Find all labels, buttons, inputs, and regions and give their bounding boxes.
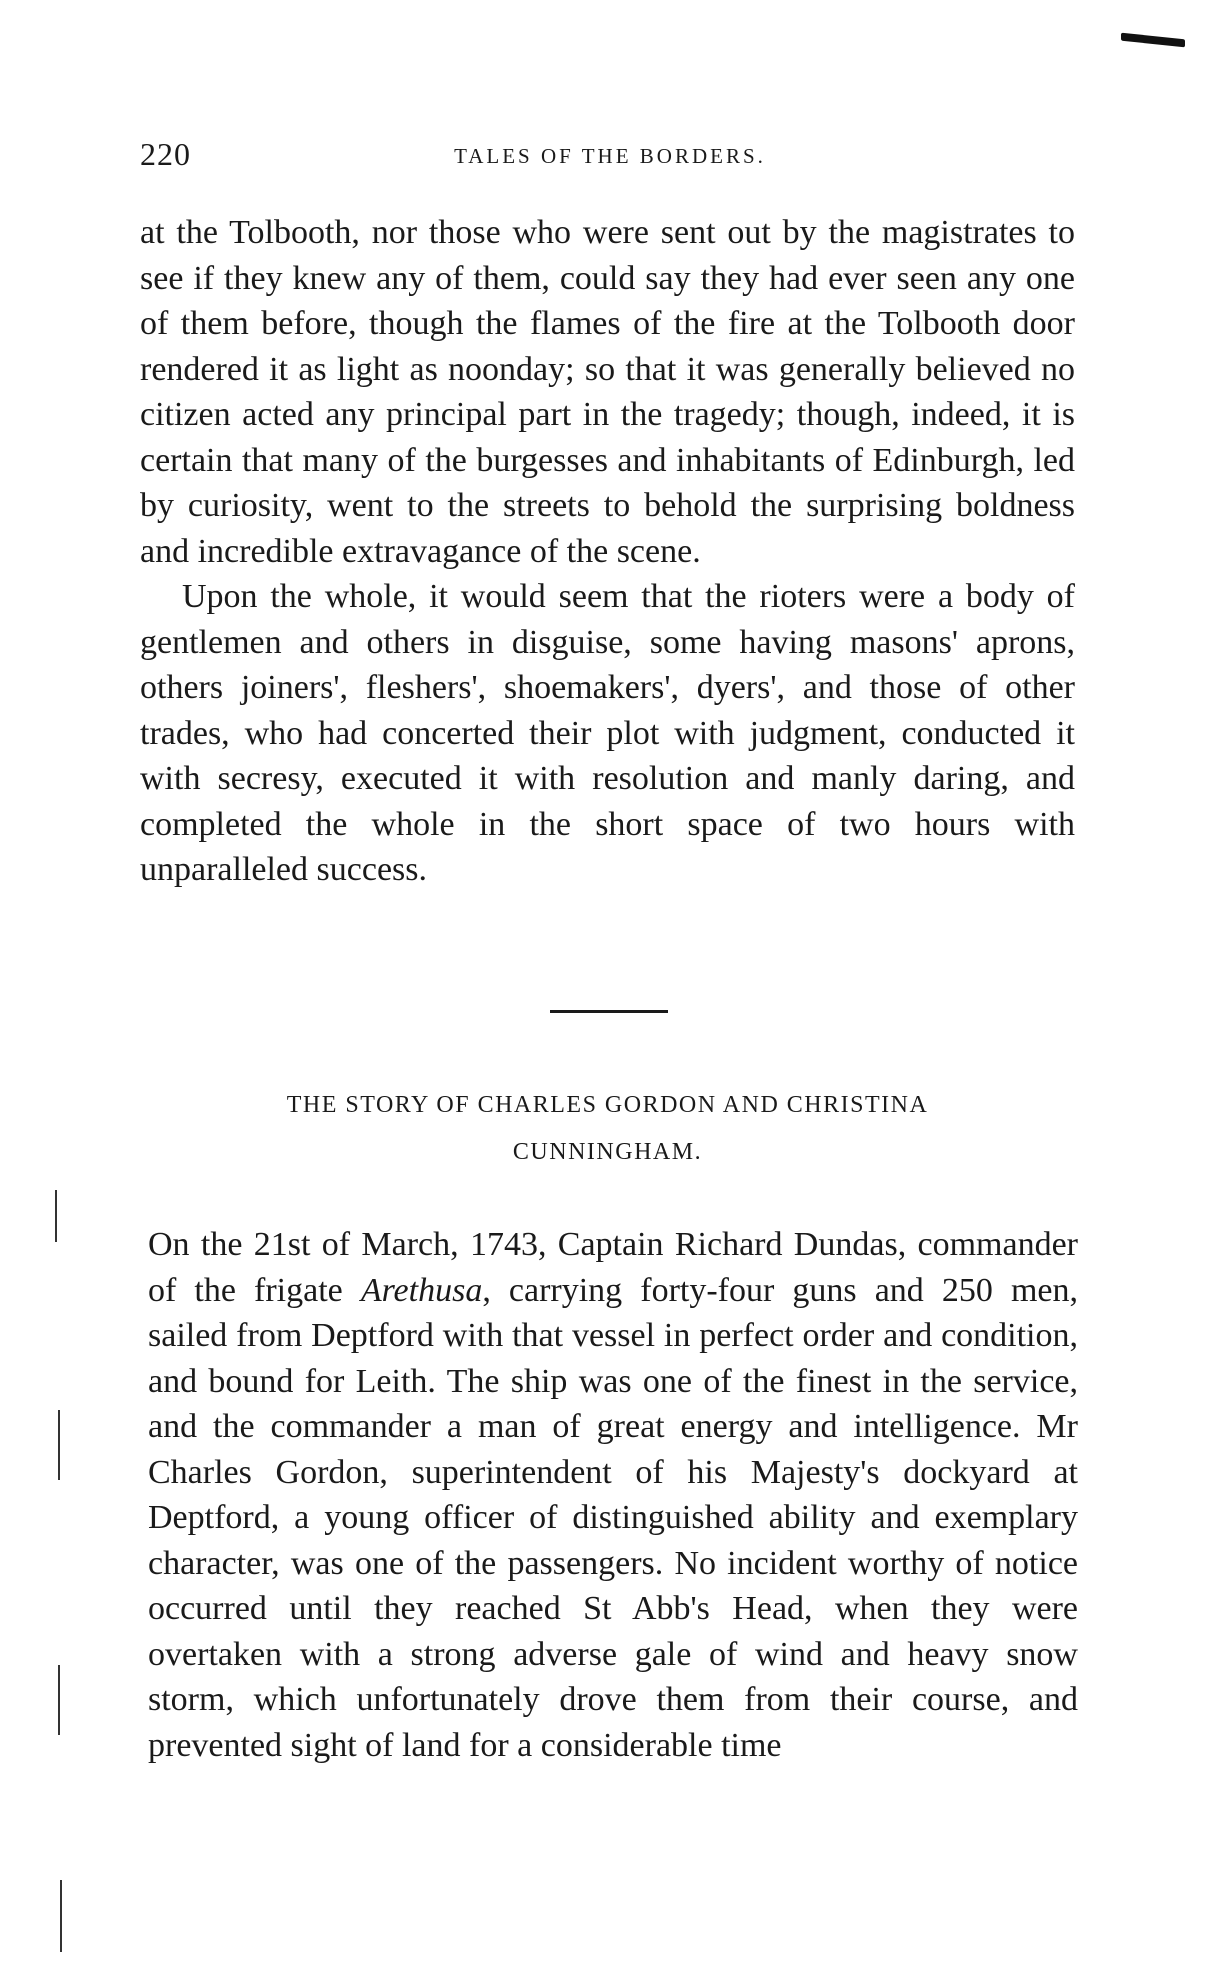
running-head: [140, 136, 1080, 176]
margin-scan-mark: [58, 1665, 60, 1735]
story-title-line-2: CUNNINGHAM.: [512, 1139, 703, 1165]
margin-scan-mark: [58, 1410, 60, 1480]
opening-word: On: [148, 1226, 190, 1263]
story-title-line-1: THE STORY OF CHARLES GORDON AND CHRISTINA: [286, 1092, 929, 1118]
page-edge-mark: [1121, 33, 1185, 48]
paragraph-rioters: Upon the whole, it would seem that the rioters were a body of gentlemen and others in disguise, some having masons' aprons, others joiners', fleshers', shoemakers', dyers', and those of other trades, who had concerted their plot with judgment, conducted it with secresy, executed it with resolution and manly daring, and completed the whole in the short space of two hours with unparalleled success.: [140, 578, 1075, 888]
margin-scan-mark: [60, 1880, 62, 1952]
ship-name: Arethusa: [360, 1271, 483, 1309]
story-opening-text: [148, 1222, 1078, 1768]
section-divider: [550, 1010, 668, 1013]
story-text-before-ship: the 21st of March, 1743, Captain Richard Dundas, commander of the frigate: [148, 1226, 1078, 1309]
section-one-text: [140, 210, 1075, 893]
running-title: TALES OF THE BORDERS.: [454, 144, 766, 168]
paragraph-continued: at the Tolbooth, nor those who were sent out by the magistrates to see if they knew any of them, could say they had ever seen any one of them before, though the flames of the fire at the Tolbooth door rendered it as light as noonday; so that it was generally believed no citizen acted any principal part in the tragedy; though, indeed, it is certain that many of the burgesses and inhabitants of Edinburgh, led by curiosity, went to the streets to behold the surprising boldness and incredible extravagance of the scene.: [140, 214, 1075, 570]
story-text-after-ship: , carrying forty-four guns and 250 men, sailed from Deptford with that vessel in perfect order and condition, and bound for Leith. The ship was one of the finest in the service, and the commander a man of great energy and intelligence. Mr Charles Gordon, superintendent of his Majesty's dockyard at Deptford, a young officer of distinguished ability and exemplary character, was one of the passengers. No incident worthy of notice occurred until they reached St Abb's Head, when they were overtaken with a strong adverse gale of wind and heavy snow storm, which unfortunately drove them from their course, and prevented sight of land for a considerable time: [148, 1271, 1078, 1764]
story-paragraph: [148, 1222, 1078, 1768]
story-title: [140, 1082, 1075, 1176]
margin-scan-mark: [55, 1190, 57, 1242]
page-number: 220: [140, 136, 191, 172]
